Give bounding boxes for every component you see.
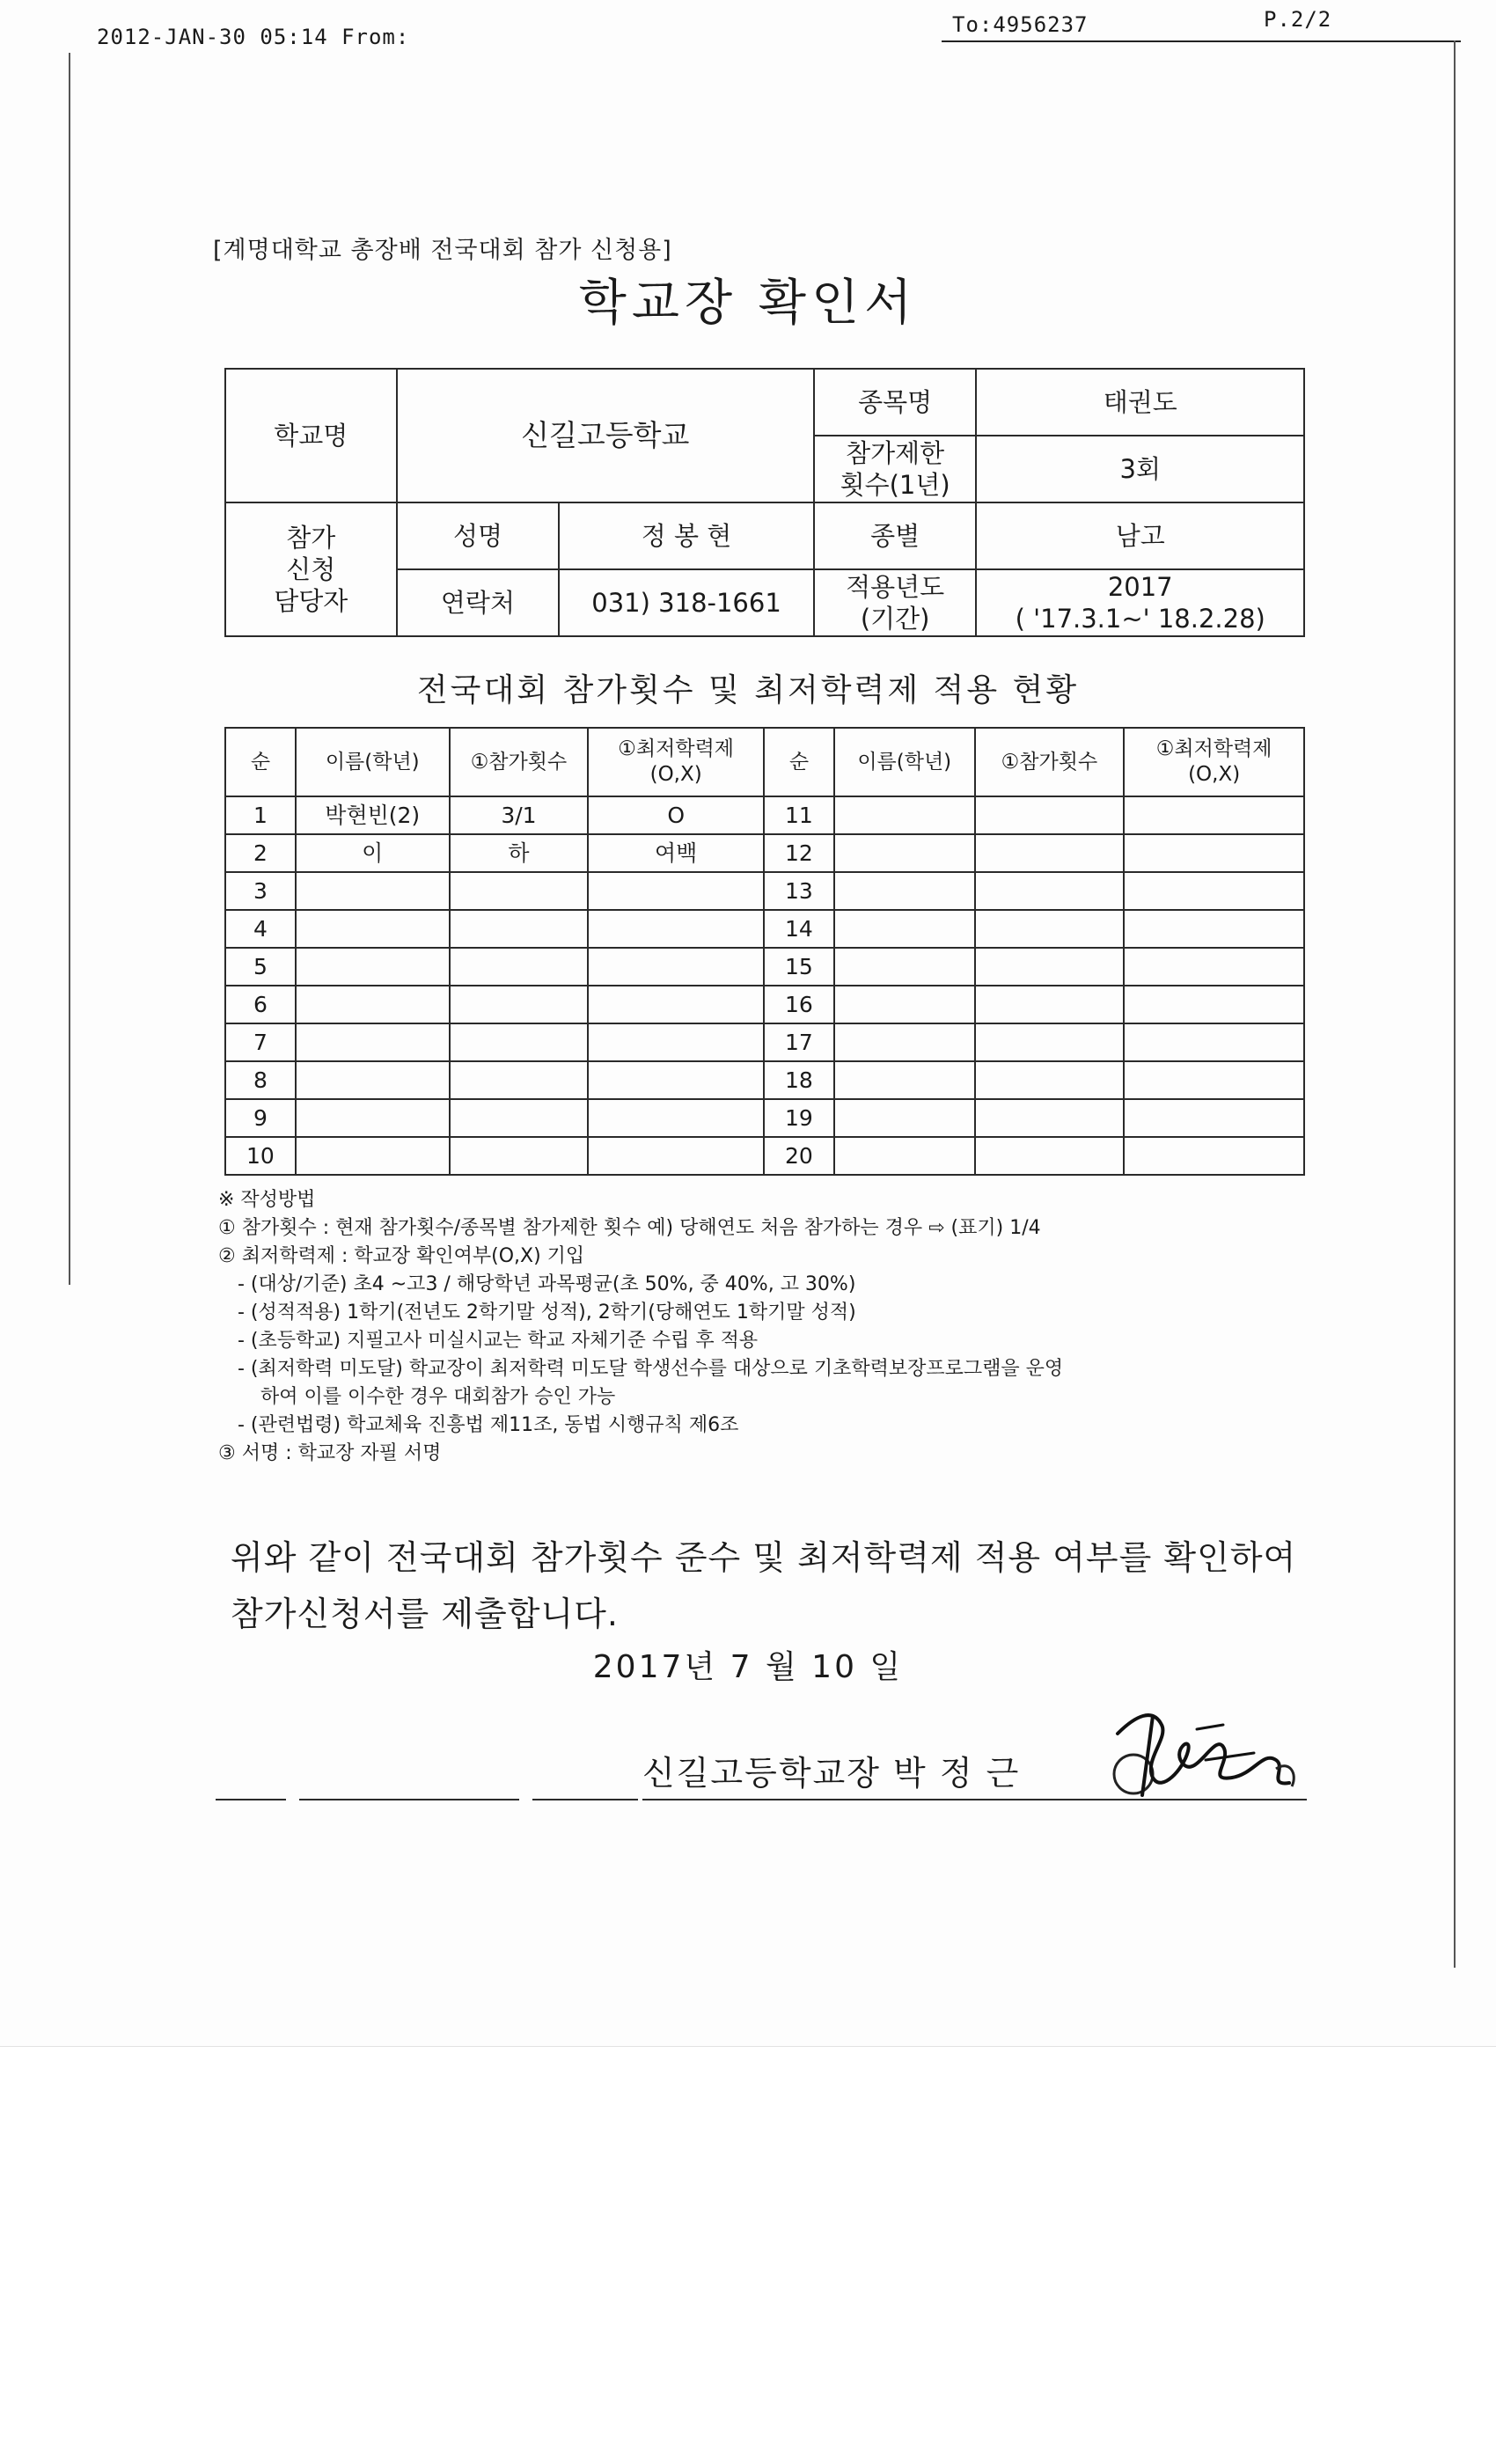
- row-name-left: [296, 1099, 450, 1137]
- row-no-left: 10: [225, 1137, 296, 1175]
- row-count-right: [975, 1023, 1125, 1061]
- status-header-row: [225, 728, 1304, 796]
- row-no-left: 6: [225, 986, 296, 1023]
- row-count-left: 3/1: [450, 796, 589, 834]
- row-min-left: 여백: [588, 834, 764, 872]
- row-no-right: 18: [764, 1061, 834, 1099]
- row-name-right: [834, 872, 975, 910]
- row-min-left: [588, 986, 764, 1023]
- row-min-right: [1124, 1023, 1304, 1061]
- fax-header-to: To:4956237: [952, 12, 1089, 37]
- header-no-right: 순: [764, 728, 834, 796]
- fax-header-page: P.2/2: [1264, 7, 1332, 32]
- year-value-line1: 2017: [1107, 571, 1173, 602]
- signature-rule-3: [532, 1799, 638, 1800]
- row-no-left: 4: [225, 910, 296, 948]
- document-subtitle: [계명대학교 총장배 전국대회 참가 신청용]: [213, 237, 672, 264]
- row-count-right: [975, 1099, 1125, 1137]
- header-name-left: 이름(학년): [296, 728, 450, 796]
- status-row: [225, 834, 1304, 872]
- note-below-min-cont: 하여 이를 이수한 경우 대회참가 승인 가능: [260, 1386, 616, 1408]
- row-count-right: [975, 872, 1125, 910]
- signature-rule-1: [216, 1799, 286, 1800]
- row-no-left: 2: [225, 834, 296, 872]
- year-value-line2: ( '17.3.1~' 18.2.28): [1015, 604, 1265, 634]
- row-name-right: [834, 834, 975, 872]
- header-count-left: ①참가횟수: [450, 728, 589, 796]
- row-count-left: [450, 1061, 589, 1099]
- note-count: ① 참가횟수 : 현재 참가횟수/종목별 참가제한 횟수 예) 당해연도 처음 참가하는 경우 ⇨ (표기) 1/4: [218, 1217, 1041, 1239]
- instructions: [218, 1186, 1318, 1468]
- row-name-left: 이: [296, 834, 450, 872]
- declaration-line1: 위와 같이 전국대회 참가횟수 준수 및 최저학력제 적용 여부를 확인하여: [231, 1538, 1297, 1577]
- category-label: 종별: [814, 502, 977, 569]
- name-label: 성명: [397, 502, 560, 569]
- row-name-right: [834, 910, 975, 948]
- row-no-left: 1: [225, 796, 296, 834]
- row-min-left: [588, 872, 764, 910]
- fax-header-rule: [942, 40, 1461, 42]
- row-min-right: [1124, 872, 1304, 910]
- row-count-left: [450, 910, 589, 948]
- category-value: 남고: [976, 502, 1304, 569]
- note-min-level: ② 최저학력제 : 학교장 확인여부(O,X) 기입: [218, 1245, 585, 1267]
- row-min-left: [588, 1137, 764, 1175]
- row-min-right: [1124, 834, 1304, 872]
- row-name-right: [834, 1061, 975, 1099]
- applicant-label-line1: 참가: [286, 522, 336, 553]
- contact-label: 연락처: [397, 569, 560, 636]
- row-min-left: [588, 1099, 764, 1137]
- row-count-right: [975, 796, 1125, 834]
- name-value: 정 봉 현: [559, 502, 814, 569]
- row-min-left: [588, 910, 764, 948]
- row-no-right: 12: [764, 834, 834, 872]
- row-no-right: 17: [764, 1023, 834, 1061]
- applicant-label: [225, 502, 397, 636]
- row-name-right: [834, 948, 975, 986]
- year-value: [976, 569, 1304, 636]
- row-count-left: [450, 872, 589, 910]
- note-elementary: - (초등학교) 지필고사 미실시교는 학교 자체기준 수립 후 적용: [238, 1330, 759, 1352]
- header-min-right: [1124, 728, 1304, 796]
- school-name-value: 신길고등학교: [397, 369, 814, 502]
- row-name-left: [296, 986, 450, 1023]
- header-count-right: ①참가횟수: [975, 728, 1125, 796]
- row-no-right: 16: [764, 986, 834, 1023]
- note-target: - (대상/기준) 초4 ~고3 / 해당학년 과목평균(초 50%, 중 40%, 고 30%): [238, 1273, 856, 1295]
- row-min-right: [1124, 948, 1304, 986]
- row-min-left: O: [588, 796, 764, 834]
- document-title: 학교장 확인서: [578, 275, 918, 332]
- status-row: [225, 948, 1304, 986]
- event-value: 태권도: [976, 369, 1304, 436]
- row-no-right: 20: [764, 1137, 834, 1175]
- row-min-right: [1124, 910, 1304, 948]
- row-min-right: [1124, 1137, 1304, 1175]
- note-grades: - (성적적용) 1학기(전년도 2학기말 성적), 2학기(당해연도 1학기말 성적): [238, 1302, 856, 1324]
- row-no-right: 19: [764, 1099, 834, 1137]
- event-label: 종목명: [814, 369, 977, 436]
- note-heading: ※ 작성방법: [218, 1189, 316, 1211]
- limit-label: [814, 436, 977, 502]
- row-name-left: [296, 1137, 450, 1175]
- applicant-label-line3: 담당자: [274, 586, 348, 617]
- row-count-right: [975, 948, 1125, 986]
- row-min-right: [1124, 1099, 1304, 1137]
- row-name-right: [834, 1023, 975, 1061]
- row-count-left: [450, 1099, 589, 1137]
- signature-rule-2: [299, 1799, 519, 1800]
- row-name-left: [296, 1023, 450, 1061]
- year-label-line2: (기간): [860, 604, 930, 634]
- row-count-right: [975, 1061, 1125, 1099]
- row-min-right: [1124, 1061, 1304, 1099]
- row-name-right: [834, 1099, 975, 1137]
- header-no-left: 순: [225, 728, 296, 796]
- status-row: [225, 910, 1304, 948]
- header-min-right-line2: (O,X): [1188, 763, 1241, 786]
- row-no-left: 3: [225, 872, 296, 910]
- note-below-min: - (최저학력 미도달) 학교장이 최저학력 미도달 학생선수를 대상으로 기초학력보장프로그램을 운영: [238, 1358, 1064, 1380]
- year-label: [814, 569, 977, 636]
- status-row: [225, 1023, 1304, 1061]
- header-min-right-line1: ①최저학력제: [1155, 737, 1272, 761]
- status-row: [225, 872, 1304, 910]
- header-min-left: [588, 728, 764, 796]
- row-no-right: 11: [764, 796, 834, 834]
- limit-label-line1: 참가제한: [846, 437, 945, 468]
- header-name-right: 이름(학년): [834, 728, 975, 796]
- row-min-right: [1124, 796, 1304, 834]
- row-count-left: [450, 1137, 589, 1175]
- row-no-left: 7: [225, 1023, 296, 1061]
- status-row: [225, 1099, 1304, 1137]
- row-name-right: [834, 1137, 975, 1175]
- row-no-right: 15: [764, 948, 834, 986]
- row-no-left: 8: [225, 1061, 296, 1099]
- row-no-left: 5: [225, 948, 296, 986]
- status-row: [225, 1061, 1304, 1099]
- row-count-right: [975, 910, 1125, 948]
- declaration-line2: 참가신청서를 제출합니다.: [231, 1595, 619, 1633]
- row-count-right: [975, 1137, 1125, 1175]
- row-name-left: 박현빈(2): [296, 796, 450, 834]
- status-row: [225, 796, 1304, 834]
- header-min-left-line2: (O,X): [649, 763, 702, 786]
- row-name-left: [296, 1061, 450, 1099]
- note-law: - (관련법령) 학교체육 진흥법 제11조, 동법 시행규칙 제6조: [238, 1414, 739, 1436]
- limit-label-line2: 횟수(1년): [840, 470, 950, 500]
- principal-name: 신길고등학교장 박 정 근: [642, 1754, 1021, 1793]
- row-name-left: [296, 872, 450, 910]
- document-date: 2017년 7 월 10 일: [592, 1649, 904, 1685]
- row-no-left: 9: [225, 1099, 296, 1137]
- row-min-left: [588, 948, 764, 986]
- status-row: [225, 986, 1304, 1023]
- row-count-left: [450, 1023, 589, 1061]
- header-min-left-line1: ①최저학력제: [618, 737, 735, 761]
- status-row: [225, 1137, 1304, 1175]
- school-info-table: [224, 368, 1305, 637]
- handwritten-signature: [1100, 1698, 1311, 1813]
- row-min-right: [1124, 986, 1304, 1023]
- row-name-left: [296, 910, 450, 948]
- row-count-left: 하: [450, 834, 589, 872]
- limit-value: 3회: [976, 436, 1304, 502]
- applicant-label-line2: 신청: [286, 554, 336, 584]
- note-signature: ③ 서명 : 학교장 자필 서명: [218, 1442, 442, 1464]
- row-count-left: [450, 948, 589, 986]
- row-no-right: 13: [764, 872, 834, 910]
- declaration: [231, 1529, 1322, 1642]
- row-count-right: [975, 986, 1125, 1023]
- row-count-right: [975, 834, 1125, 872]
- status-section-title: 전국대회 참가횟수 및 최저학력제 적용 현황: [416, 672, 1080, 708]
- row-name-right: [834, 986, 975, 1023]
- fax-header-from: 2012-JAN-30 05:14 From:: [97, 25, 410, 49]
- row-count-left: [450, 986, 589, 1023]
- row-no-right: 14: [764, 910, 834, 948]
- row-min-left: [588, 1023, 764, 1061]
- school-name-label: 학교명: [225, 369, 397, 502]
- row-name-right: [834, 796, 975, 834]
- year-label-line1: 적용년도: [846, 571, 945, 602]
- participation-status-table: [224, 727, 1305, 1176]
- contact-value: 031) 318-1661: [559, 569, 814, 636]
- row-min-left: [588, 1061, 764, 1099]
- row-name-left: [296, 948, 450, 986]
